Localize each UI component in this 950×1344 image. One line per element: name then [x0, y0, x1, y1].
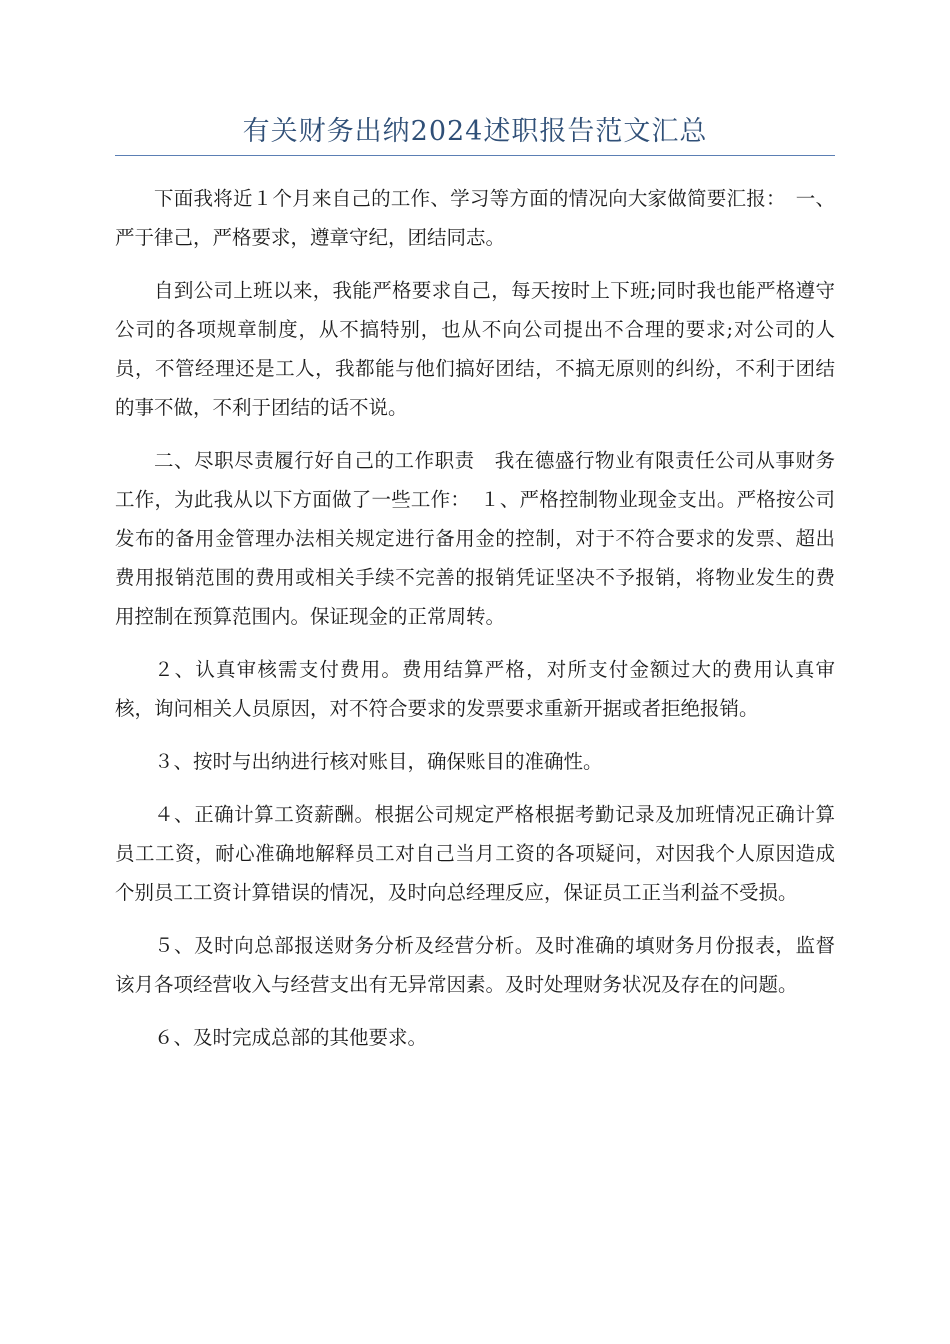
paragraph-5: ３、按时与出纳进行核对账目，确保账目的准确性。	[154, 750, 603, 773]
document-body	[115, 179, 835, 1057]
paragraph-1: 下面我将近１个月来自己的工作、学习等方面的情况向大家做简要汇报： 一、严于律己，严格要求，遵章守纪，团结同志。	[115, 187, 835, 249]
paragraph-2: 自到公司上班以来，我能严格要求自己，每天按时上下班;同时我也能严格遵守公司的各项规章制度，从不搞特别，也从不向公司提出不合理的要求;对公司的人员，不管经理还是工人，我都能与他们搞好团结，不搞无原则的纠纷，不利于团结的事不做，不利于团结的话不说。	[115, 279, 835, 419]
title-underline	[115, 155, 835, 156]
document-title: 有关财务出纳2024述职报告范文汇总	[242, 116, 708, 147]
paragraph-8: ６、及时完成总部的其他要求。	[154, 1026, 428, 1049]
paragraph-7: ５、及时向总部报送财务分析及经营分析。及时准确的填财务月份报表，监督该月各项经营收入与经营支出有无异常因素。及时处理财务状况及存在的问题。	[115, 934, 835, 996]
paragraph-3: 二、尽职尽责履行好自己的工作职责 我在德盛行物业有限责任公司从事财务工作，为此我从以下方面做了一些工作： １、严格控制物业现金支出。严格按公司发布的备用金管理办法相关规定进行备用金的控制，对于不符合要求的发票、超出费用报销范围的费用或相关手续不完善的报销凭证坚决不予报销，将物业发生的费用控制在预算范围内。保证现金的正常周转。	[115, 449, 835, 628]
paragraph-4: ２、认真审核需支付费用。费用结算严格，对所支付金额过大的费用认真审核，询问相关人员原因，对不符合要求的发票要求重新开据或者拒绝报销。	[115, 658, 835, 720]
document-page	[115, 112, 835, 1071]
paragraph-6: ４、正确计算工资薪酬。根据公司规定严格根据考勤记录及加班情况正确计算员工工资，耐心准确地解释员工对自己当月工资的各项疑问，对因我个人原因造成个别员工工资计算错误的情况，及时向总经理反应，保证员工正当利益不受损。	[115, 803, 835, 904]
